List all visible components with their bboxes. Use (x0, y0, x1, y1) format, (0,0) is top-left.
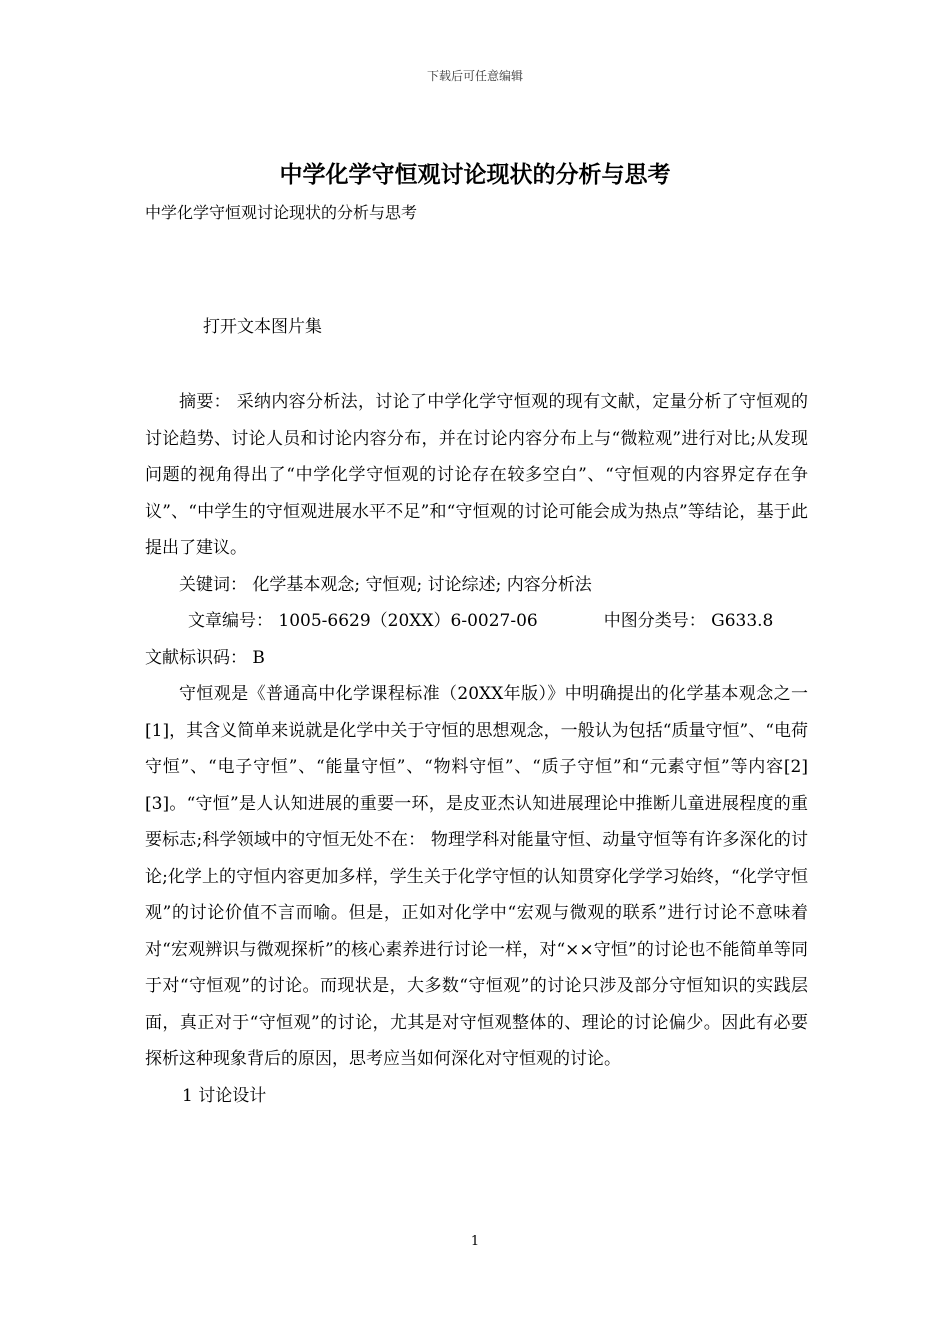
document-body (145, 384, 808, 1114)
keywords: 关键词： 化学基本观念; 守恒观; 讨论综述; 内容分析法 (179, 574, 592, 595)
spacer (538, 603, 604, 640)
clc-number: 中图分类号： G633.8 (603, 611, 774, 631)
document-code: 文献标识码： B (145, 647, 265, 668)
gallery-link[interactable]: 打开文本图片集 (203, 317, 322, 337)
document-subtitle: 中学化学守恒观讨论现状的分析与思考 (145, 203, 418, 222)
classification-row (145, 603, 808, 640)
abstract: 摘要： 采纳内容分析法，讨论了中学化学守恒观的现有文献，定量分析了守恒观的讨论趋势、讨论人员和讨论内容分布，并在讨论内容分布上与“微粒观”进行对比;从发现问题的视角得出了“中学化学守恒观的讨论存在较多空白”、“守恒观的内容界定存在争议”、“中学生的守恒观进展水平不足”和“守恒观的讨论可能会成为热点”等结论，基于此提出了建议。 (145, 392, 808, 558)
article-number: 文章编号： 1005-6629（20XX）6-0027-06 (188, 611, 538, 631)
body-paragraph: 守恒观是《普通高中化学课程标准（20XX年版）》中明确提出的化学基本观念之一[1]，其含义简单来说就是化学中关于守恒的思想观念，一般认为包括“质量守恒”、“电荷守恒”、“电子守恒”、“能量守恒”、“物料守恒”、“质子守恒”和“元素守恒”等内容[2][3]。“守恒”是人认知进展的重要一环，是皮亚杰认知进展理论中推断儿童进展程度的重要标志;科学领域中的守恒无处不在： 物理学科对能量守恒、动量守恒等有许多深化的讨论;化学上的守恒内容更加多样，学生关于化学守恒的认知贯穿化学学习始终，“化学守恒观”的讨论价值不言而喻。但是，正如对化学中“宏观与微观的联系”进行讨论不意味着对“宏观辨识与微观探析”的核心素养进行讨论一样，对“××守恒”的讨论也不能简单等同于对“守恒观”的讨论。而现状是，大多数“守恒观”的讨论只涉及部分守恒知识的实践层面，真正对于“守恒观”的讨论，尤其是对守恒观整体的、理论的讨论偏少。因此有必要探析这种现象背后的原因，思考应当如何深化对守恒观的讨论。 (145, 684, 808, 1069)
section-heading: 1 讨论设计 (182, 1085, 267, 1106)
page-number: 1 (470, 1234, 480, 1249)
page-header: 下载后可任意编辑 (426, 69, 523, 83)
document-title: 中学化学守恒观讨论现状的分析与思考 (279, 161, 671, 188)
